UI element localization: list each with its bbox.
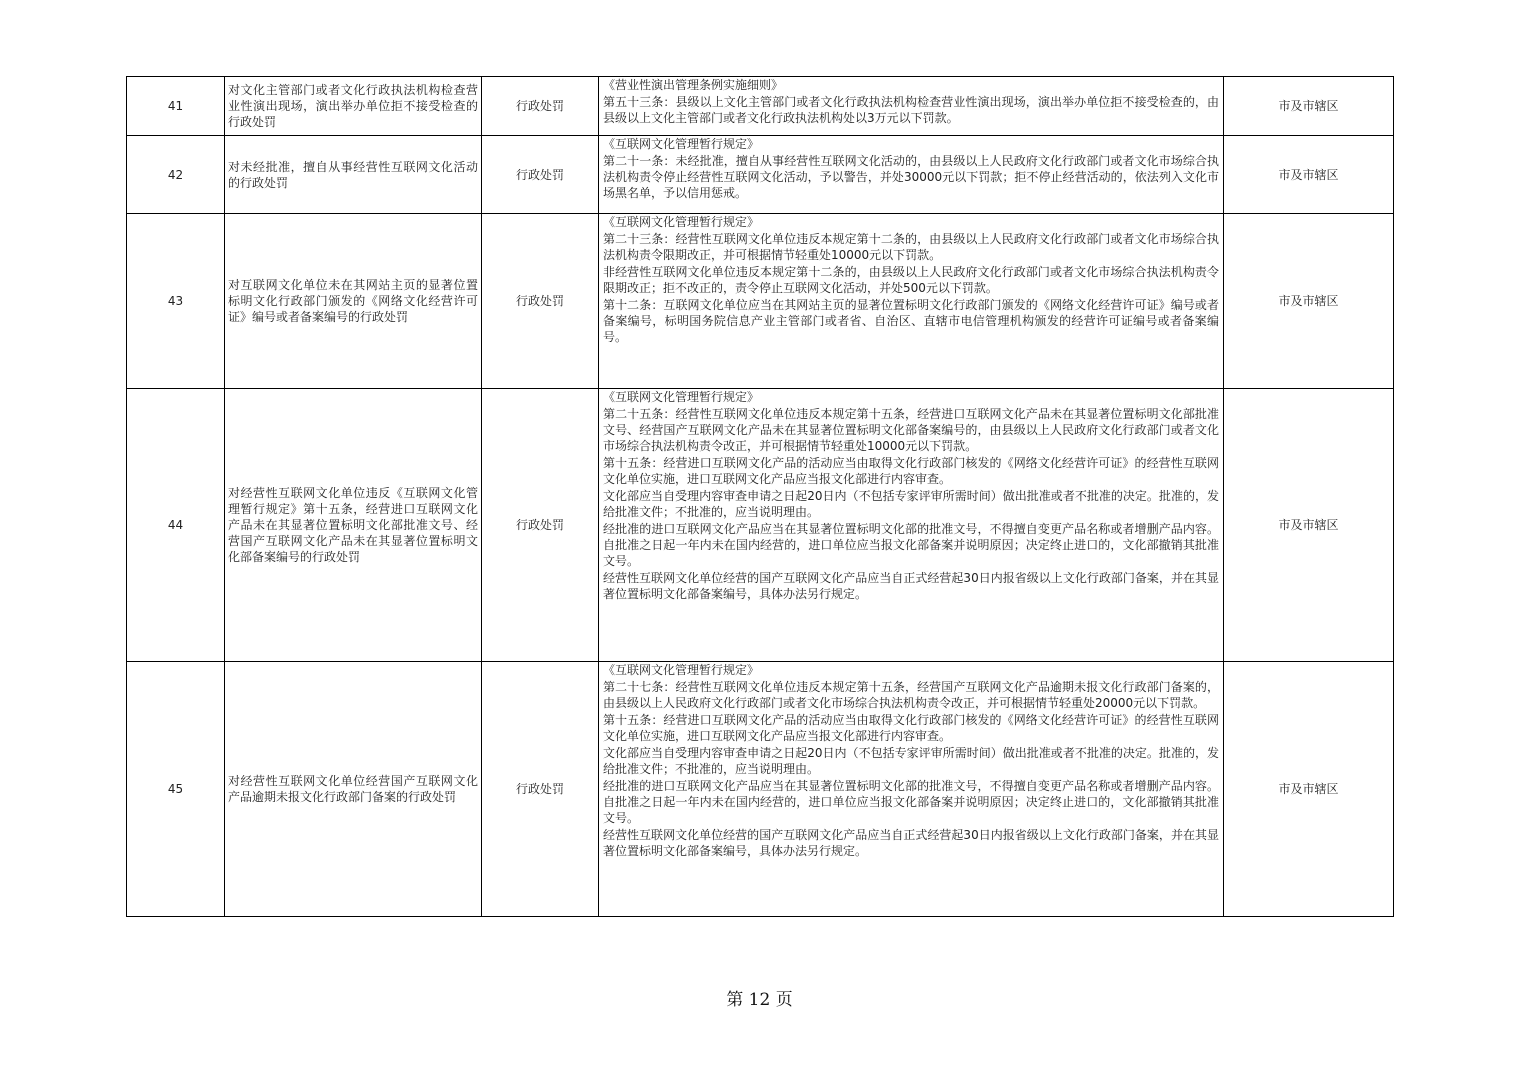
legal-basis-paragraph: 非经营性互联网文化单位违反本规定第十二条的，由县级以上人民政府文化行政部门或者文化市场综合执法机构责令限期改正；拒不改正的，责令停止互联网文化活动，并处500元以下罚款。 [603, 265, 1219, 295]
row-number: 44 [127, 389, 225, 662]
table-body [127, 77, 1394, 917]
penalty-type: 行政处罚 [482, 389, 599, 662]
page-number: 第 12 页 [726, 990, 793, 1010]
jurisdiction-area: 市及市辖区 [1224, 389, 1394, 662]
legal-basis-paragraph: 《互联网文化管理暂行规定》 [603, 663, 760, 677]
legal-basis-paragraph: 第二十七条：经营性互联网文化单位违反本规定第十五条，经营国产互联网文化产品逾期未报文化行政部门备案的，由县级以上人民政府文化行政部门或者文化市场综合执法机构责令改正，并可根据情节轻重处20000元以下罚款。 [603, 680, 1219, 710]
table-row [127, 136, 1394, 214]
penalty-type: 行政处罚 [482, 214, 599, 389]
legal-basis-paragraph: 《营业性演出管理条例实施细则》 [603, 78, 784, 92]
penalty-item-name: 对经营性互联网文化单位违反《互联网文化管理暂行规定》第十五条，经营进口互联网文化产品未在其显著位置标明文化部批准文号、经营国产互联网文化产品未在其显著位置标明文化部备案编号的行政处罚 [225, 389, 482, 662]
penalty-type: 行政处罚 [482, 662, 599, 917]
legal-basis-paragraph: 经营性互联网文化单位经营的国产互联网文化产品应当自正式经营起30日内报省级以上文化行政部门备案，并在其显著位置标明文化部备案编号，具体办法另行规定。 [603, 828, 1219, 858]
penalty-item-name: 对文化主管部门或者文化行政执法机构检查营业性演出现场，演出举办单位拒不接受检查的行政处罚 [225, 77, 482, 136]
table-row [127, 389, 1394, 662]
legal-basis-paragraph: 第二十五条：经营性互联网文化单位违反本规定第十五条，经营进口互联网文化产品未在其显著位置标明文化部批准文号、经营国产互联网文化产品未在其显著位置标明文化部备案编号的，由县级以上人民政府文化行政部门或者文化市场综合执法机构责令改正，并可根据情节轻重处10000元以下罚款。 [603, 407, 1219, 453]
legal-basis-paragraph: 经营性互联网文化单位经营的国产互联网文化产品应当自正式经营起30日内报省级以上文化行政部门备案，并在其显著位置标明文化部备案编号，具体办法另行规定。 [603, 571, 1219, 601]
legal-basis-paragraph: 第十二条：互联网文化单位应当在其网站主页的显著位置标明文化行政部门颁发的《网络文化经营许可证》编号或者备案编号，标明国务院信息产业主管部门或者省、自治区、直辖市电信管理机构颁发的经营许可证编号或者备案编号。 [603, 298, 1219, 344]
row-number: 43 [127, 214, 225, 389]
legal-basis-paragraph: 第二十三条：经营性互联网文化单位违反本规定第十二条的，由县级以上人民政府文化行政部门或者文化市场综合执法机构责令限期改正，并可根据情节轻重处10000元以下罚款。 [603, 232, 1219, 262]
jurisdiction-area: 市及市辖区 [1224, 136, 1394, 214]
legal-basis-paragraph: 《互联网文化管理暂行规定》 [603, 137, 760, 151]
legal-basis-cell [599, 214, 1224, 389]
legal-basis-paragraph: 《互联网文化管理暂行规定》 [603, 215, 760, 229]
legal-basis-cell [599, 77, 1224, 136]
legal-basis-paragraph: 《互联网文化管理暂行规定》 [603, 390, 760, 404]
legal-basis-paragraph: 第十五条：经营进口互联网文化产品的活动应当由取得文化行政部门核发的《网络文化经营许可证》的经营性互联网文化单位实施，进口互联网文化产品应当报文化部进行内容审查。 [603, 456, 1219, 486]
legal-basis-cell [599, 389, 1224, 662]
legal-basis-cell [599, 136, 1224, 214]
penalty-type: 行政处罚 [482, 136, 599, 214]
legal-basis-paragraph: 第五十三条：县级以上文化主管部门或者文化行政执法机构检查营业性演出现场，演出举办单位拒不接受检查的，由县级以上文化主管部门或者文化行政执法机构处以3万元以下罚款。 [603, 95, 1219, 125]
table-row [127, 662, 1394, 917]
legal-basis-cell [599, 662, 1224, 917]
row-number: 41 [127, 77, 225, 136]
legal-basis-paragraph: 经批准的进口互联网文化产品应当在其显著位置标明文化部的批准文号，不得擅自变更产品名称或者增删产品内容。自批准之日起一年内未在国内经营的，进口单位应当报文化部备案并说明原因；决定终止进口的，文化部撤销其批准文号。 [603, 779, 1219, 825]
jurisdiction-area: 市及市辖区 [1224, 662, 1394, 917]
penalty-item-name: 对经营性互联网文化单位经营国产互联网文化产品逾期未报文化行政部门备案的行政处罚 [225, 662, 482, 917]
legal-basis-paragraph: 经批准的进口互联网文化产品应当在其显著位置标明文化部的批准文号，不得擅自变更产品名称或者增删产品内容。自批准之日起一年内未在国内经营的，进口单位应当报文化部备案并说明原因；决定终止进口的，文化部撤销其批准文号。 [603, 522, 1219, 568]
row-number: 42 [127, 136, 225, 214]
penalty-item-name: 对互联网文化单位未在其网站主页的显著位置标明文化行政部门颁发的《网络文化经营许可证》编号或者备案编号的行政处罚 [225, 214, 482, 389]
legal-basis-paragraph: 第二十一条：未经批准，擅自从事经营性互联网文化活动的，由县级以上人民政府文化行政部门或者文化市场综合执法机构责令停止经营性互联网文化活动，予以警告，并处30000元以下罚款；拒不停止经营活动的，依法列入文化市场黑名单，予以信用惩戒。 [603, 154, 1219, 200]
penalty-type: 行政处罚 [482, 77, 599, 136]
legal-basis-paragraph: 文化部应当自受理内容审查申请之日起20日内（不包括专家评审所需时间）做出批准或者不批准的决定。批准的，发给批准文件；不批准的，应当说明理由。 [603, 746, 1219, 776]
penalty-table [126, 76, 1394, 917]
table-row [127, 77, 1394, 136]
legal-basis-paragraph: 第十五条：经营进口互联网文化产品的活动应当由取得文化行政部门核发的《网络文化经营许可证》的经营性互联网文化单位实施，进口互联网文化产品应当报文化部进行内容审查。 [603, 713, 1219, 743]
table-row [127, 214, 1394, 389]
legal-basis-paragraph: 文化部应当自受理内容审查申请之日起20日内（不包括专家评审所需时间）做出批准或者不批准的决定。批准的，发给批准文件；不批准的，应当说明理由。 [603, 489, 1219, 519]
penalty-item-name: 对未经批准，擅自从事经营性互联网文化活动的行政处罚 [225, 136, 482, 214]
row-number: 45 [127, 662, 225, 917]
jurisdiction-area: 市及市辖区 [1224, 214, 1394, 389]
jurisdiction-area: 市及市辖区 [1224, 77, 1394, 136]
